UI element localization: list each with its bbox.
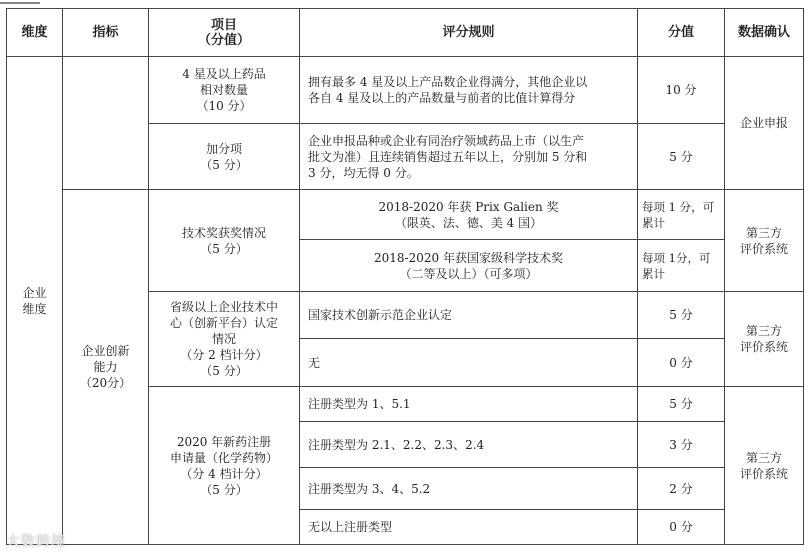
rule-cell: 无 [300,339,638,387]
item-cell: 4 星及以上药品 相对数量 （10 分） [149,57,300,124]
header-confirm: 数据确认 [725,9,804,57]
rule-cell: 2018-2020 年获 Prix Galien 奖 （限英、法、德、美 4 国） [300,190,638,240]
rule-cell: 企业申报品种或企业有同治疗领域药品上市（以生产 批文为准）且连续销售超过五年以上，分别加 5 分和 3 分，均无得 0 分。 [300,124,638,190]
rule-cell: 2018-2020 年获国家级科学技术奖 （二等及以上）（可多项） [300,240,638,292]
scoring-table [6,8,804,545]
score-cell: 3 分 [638,422,725,468]
header-indicator: 指标 [63,9,149,57]
rule-cell: 拥有最多 4 星及以上产品数企业得满分，其他企业以 各自 4 星及以上的产品数量与前者的比值计算得分 [300,57,638,124]
indicator-cell-empty [63,57,149,190]
confirm-cell: 第三方 评价系统 [725,190,804,292]
dimension-cell: 企业 维度 [7,57,63,545]
header-row [7,9,804,57]
header-rule: 评分规则 [300,9,638,57]
item-cell: 技术奖获奖情况 （5 分） [149,190,300,292]
rule-cell: 注册类型为 2.1、2.2、2.3、2.4 [300,422,638,468]
score-cell: 2 分 [638,468,725,510]
score-cell: 0 分 [638,510,725,545]
indicator-cell: 企业创新 能力 （20分） [63,190,149,545]
score-cell: 每项 1分，可 累计 [638,240,725,292]
item-cell: 加分项 （5 分） [149,124,300,190]
table-row [7,190,804,240]
rule-cell: 注册类型为 3、4、5.2 [300,468,638,510]
score-cell: 0 分 [638,339,725,387]
cropped-text-fragment [0,0,40,6]
score-cell: 5 分 [638,387,725,422]
confirm-cell: 第三方 评价系统 [725,387,804,545]
rule-cell: 注册类型为 1、5.1 [300,387,638,422]
confirm-cell: 企业申报 [725,57,804,190]
score-cell: 5 分 [638,124,725,190]
score-cell: 5 分 [638,292,725,339]
item-cell: 省级以上企业技术中 心（创新平台）认定 情况 （分 2 档计分） （5 分） [149,292,300,387]
item-cell: 2020 年新药注册 申请量（化学药物） （分 4 档计分） （5 分） [149,387,300,545]
score-cell: 每项 1 分，可 累计 [638,190,725,240]
table-row [7,57,804,124]
confirm-cell: 第三方 评价系统 [725,292,804,387]
score-cell: 10 分 [638,57,725,124]
header-item: 项目 （分值） [149,9,300,57]
watermark: 大数跨境 [6,534,66,550]
header-dimension: 维度 [7,9,63,57]
header-score: 分值 [638,9,725,57]
rule-cell: 无以上注册类型 [300,510,638,545]
rule-cell: 国家技术创新示范企业认定 [300,292,638,339]
